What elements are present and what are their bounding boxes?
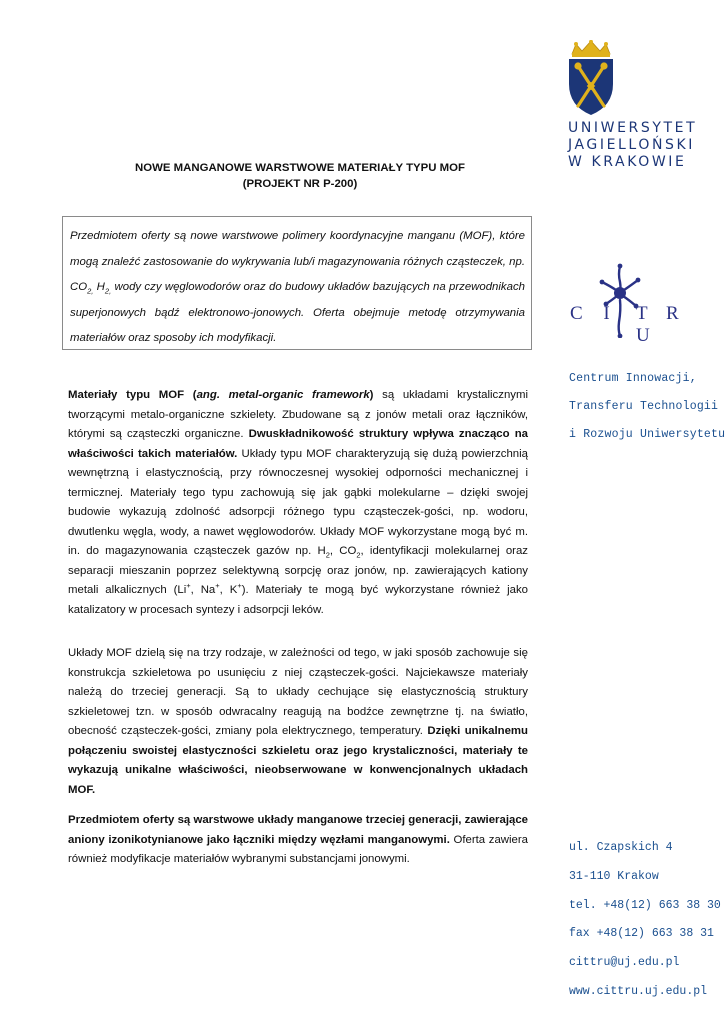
university-name-line-1: UNIWERSYTET [568,120,698,136]
paragraph-text: , identyfikacji molekularnej oraz separacji mieszanin poprzez selektywną sorpcję oraz jonów, np. zawierających kationy metali alkalicznych (Li [68,545,528,596]
contact-email-link[interactable]: cittru@uj.edu.pl [569,956,680,970]
paragraph-text: są układami krystalicznymi tworzącymi metalo-organiczne szkielety. Zbudowane są z jonów metali oraz łączników, którymi są cząsteczki organiczne. [68,389,528,440]
superscript: + [215,581,220,591]
superscript: + [186,581,191,591]
bold-text: Przedmiotem oferty są warstwowe układy manganowe trzeciej generacji, zawierające aniony izonikotynianowe jako łączniki między węzłami manganowymi. [68,814,528,846]
contact-block [569,838,721,1011]
offer-summary-part: wody czy węglowodorów oraz do budowy układów bazujących na przewodnikach superjonowych bądź elektronowo-jonowych. Oferta obejmuje metodę otrzymywania materiałów oraz sposoby ich modyfikacji. [70,281,525,344]
cittru-wordmark-left: C I [570,303,618,324]
paragraph-text: , K [219,584,238,596]
university-name-line-2: JAGIELLOŃSKI [568,137,696,153]
paragraph-mof-generations [68,644,528,800]
contact-phone: tel. +48(12) 663 38 30 [569,898,721,912]
cittru-desc-line-1: Centrum Innowacji, [569,372,697,385]
contact-address-city: 31-110 Krakow [569,869,659,883]
paragraph-offer-subject [68,811,528,870]
document-title [65,160,535,192]
subscript: 2, [104,286,112,296]
paragraph-text: Układy typu MOF charakteryzują się dużą powierzchnią wewnętrzną i elastycznością, przy równoczesnej wysokiej odporności mechanicznej i termicznej. Materiały tego typu zachowują się jak gąbki molekularne – dzięki swojej budowie wykazują zdolność adsorpcji różnego typu cząsteczek-gości, np. wodoru, dwutlenku węgla, wody, a nawet węglowodorów. Układy MOF wykorzystane mogą być m. in. do magazynowania cząsteczek gazów np. H [68,447,528,557]
paragraph-mof-intro [68,386,528,620]
contact-fax: fax +48(12) 663 38 31 [569,927,714,941]
bold-italic-text: ang. metal-organic framework [196,389,370,401]
document-title-line-1: NOWE MANGANOWE WARSTWOWE MATERIAŁY TYPU MOF [135,162,465,174]
university-name [568,120,718,171]
bold-text: Dwuskładnikowość struktury wpływa znacząco na właściwości takich materiałów. [68,428,528,460]
cittru-wordmark-right: T R U [636,303,686,346]
bold-text: ) [369,389,374,401]
cittru-description [569,365,725,449]
subscript: 2 [356,550,361,560]
superscript: + [237,581,242,591]
subscript: 2, [87,286,94,296]
offer-summary-text [70,224,525,352]
university-crest-logo [566,40,616,116]
university-name-line-3: W KRAKOWIE [568,154,687,170]
paragraph-text: , Na [190,584,216,596]
offer-summary-part: H [93,281,105,293]
offer-summary-part: Przedmiotem oferty są nowe warstwowe polimery koordynacyjne manganu (MOF), które mogą znaleźć zastosowanie do wykrywania lub/i magazynowania różnych cząsteczek, np. CO [70,230,525,293]
contact-website-link[interactable]: www.cittru.uj.edu.pl [569,984,708,998]
bold-text: Dzięki unikalnemu połączeniu swoistej elastyczności szkieletu oraz jego krystaliczności, materiały te wykazują unikalne właściwości, nieobserwowane w konwencjonalnych układach MOF. [68,725,528,796]
paragraph-text: Oferta zawiera również modyfikacje materiałów wybranymi substancjami jonowymi. [68,833,528,865]
document-title-line-2: (PROJEKT NR P-200) [242,178,358,190]
offer-summary-box [62,216,532,350]
cittru-desc-line-3: i Rozwoju Uniwersytetu [569,428,725,441]
cittru-wordmark [570,303,700,346]
paragraph-text: , CO [329,545,357,557]
bold-text: Materiały typu MOF ( [68,389,197,401]
cittru-desc-line-2: Transferu Technologii [569,400,719,413]
contact-address-street: ul. Czapskich 4 [569,841,673,854]
paragraph-text: ). Materiały te mogą być wykorzystane również jako katalizatory w procesach syntezy i adsorpcji leków. [68,584,529,616]
subscript: 2 [325,550,330,560]
paragraph-text: Układy MOF dzielą się na trzy rodzaje, w zależności od tego, w jaki sposób zachowuje się konstrukcja szkieletowa po usunięciu z niej cząsteczek-gości. Najciekawsze materiały należą do trzeciej generacji. Są to układy cechujące się elastycznością struktury szkieletowej tzn. w sposób odwracalny reagują na bodźce zewnętrzne tj. na światło, obecność cząsteczek-gości, zmiany pola elektrycznego, temperatury. [68,647,528,737]
